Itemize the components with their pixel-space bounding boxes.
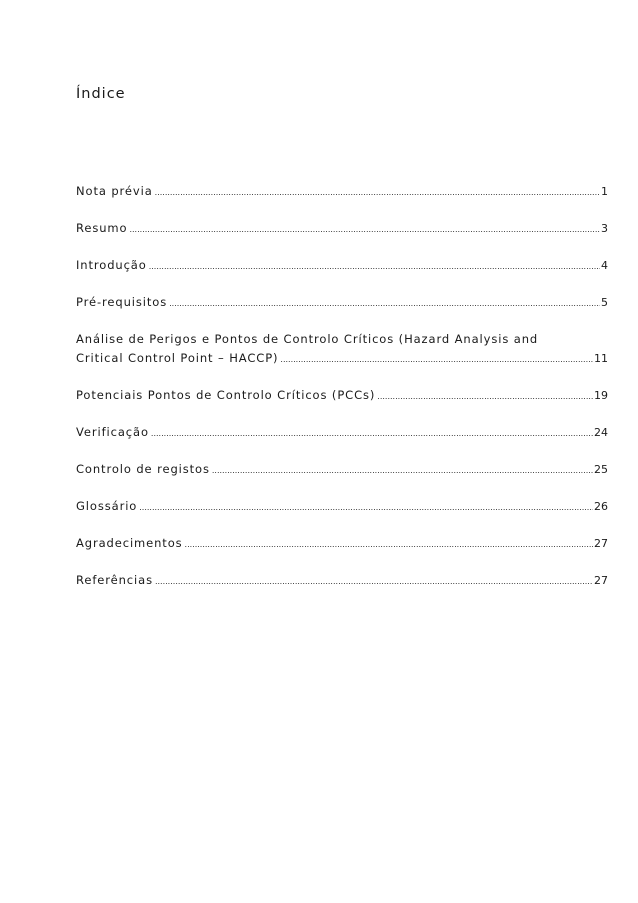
toc-page-number: 25 — [594, 463, 608, 476]
dot-leader — [377, 387, 593, 406]
toc-page-number: 19 — [594, 389, 608, 402]
toc-entry-label: Nota prévia — [76, 184, 153, 198]
toc-entry-label: Controlo de registos — [76, 462, 210, 476]
toc-page-number: 27 — [594, 537, 608, 550]
toc-entry-label: Glossário — [76, 499, 138, 513]
toc-entry-verificacao[interactable] — [76, 423, 608, 443]
toc-page-number: 27 — [594, 574, 608, 587]
toc-entry-label: Introdução — [76, 258, 147, 272]
toc-entry-label: Pré-requisitos — [76, 295, 168, 309]
toc-entry-referencias[interactable] — [76, 571, 608, 591]
toc-page-number: 11 — [594, 352, 608, 365]
table-of-contents — [76, 182, 608, 608]
toc-entry-glossario[interactable] — [76, 497, 608, 517]
toc-page-number: 26 — [594, 500, 608, 513]
toc-entry-label: Potenciais Pontos de Controlo Críticos (PCCs) — [76, 388, 376, 402]
toc-page-number: 3 — [601, 222, 608, 235]
dot-leader — [149, 257, 600, 276]
page-title: Índice — [76, 86, 126, 102]
dot-leader — [155, 572, 593, 591]
toc-page-number: 5 — [601, 296, 608, 309]
toc-entry-label: Referências — [76, 573, 153, 587]
dot-leader — [155, 183, 600, 202]
toc-entry-introducao[interactable] — [76, 256, 608, 276]
toc-entry-label: Critical Control Point – HACCP) — [76, 351, 279, 365]
toc-page-number: 1 — [601, 185, 608, 198]
toc-entry-controlo-de-registos[interactable] — [76, 460, 608, 480]
dot-leader — [212, 461, 593, 480]
toc-entry-label: Agradecimentos — [76, 536, 183, 550]
dot-leader — [280, 350, 593, 369]
dot-leader — [139, 498, 593, 517]
toc-entry-resumo[interactable] — [76, 219, 608, 239]
dot-leader — [185, 535, 593, 554]
toc-entry-label: Resumo — [76, 221, 128, 235]
toc-entry-nota-previa[interactable] — [76, 182, 608, 202]
toc-entry-haccp[interactable] — [76, 330, 608, 369]
toc-page-number: 24 — [594, 426, 608, 439]
dot-leader — [169, 294, 600, 313]
toc-entry-label: Verificação — [76, 425, 149, 439]
toc-entry-pccs[interactable] — [76, 386, 608, 406]
toc-entry-label-line-1: Análise de Perigos e Pontos de Controlo Críticos (Hazard Analysis and — [76, 332, 539, 346]
toc-entry-pre-requisitos[interactable] — [76, 293, 608, 313]
toc-page-number: 4 — [601, 259, 608, 272]
dot-leader — [151, 424, 593, 443]
dot-leader — [129, 220, 600, 239]
toc-entry-agradecimentos[interactable] — [76, 534, 608, 554]
